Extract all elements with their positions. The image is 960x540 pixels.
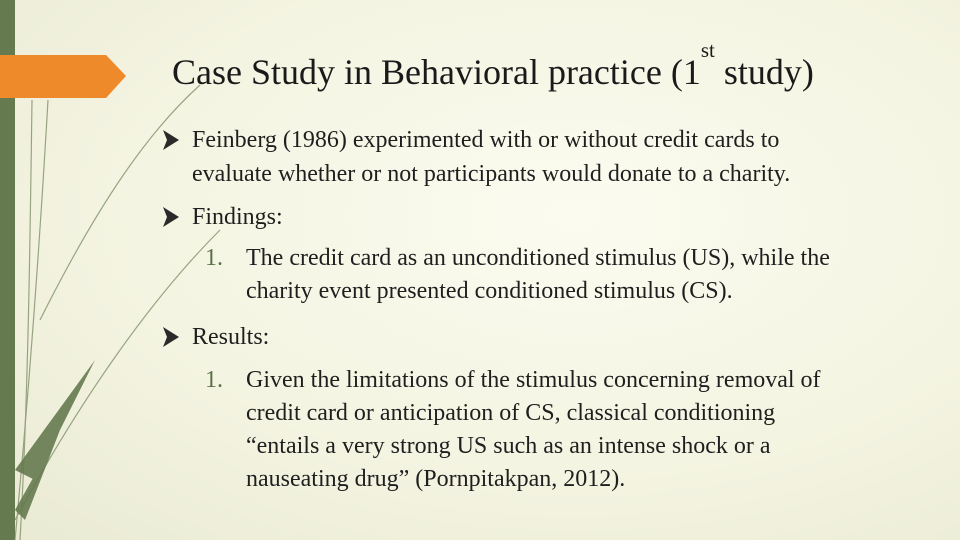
list-number: 1. [205, 245, 223, 271]
arrow-bullet-icon [162, 206, 180, 228]
item-line: “entails a very strong US such as an intense shock or a [246, 433, 771, 459]
bullet-line: Findings: [192, 204, 283, 230]
bullet-line: Feinberg (1986) experimented with or without credit cards to [192, 127, 780, 153]
bullet-findings [192, 200, 283, 234]
bullet-results [192, 320, 269, 354]
item-line: Given the limitations of the stimulus concerning removal of [246, 367, 821, 393]
bullet-line: evaluate whether or not participants would donate to a charity. [192, 161, 791, 187]
bullet-feinberg [192, 123, 932, 191]
title-end: study) [714, 52, 814, 92]
arrow-bullet-icon [162, 326, 180, 348]
slide-title [172, 38, 942, 100]
item-line: credit card or anticipation of CS, classical conditioning [246, 400, 776, 426]
arrow-bullet-icon [162, 129, 180, 151]
item-line: The credit card as an unconditioned stimulus (US), while the [246, 245, 830, 271]
title-main: Case Study in Behavioral practice (1 [172, 52, 701, 92]
item-line: nauseating drug” (Pornpitakpan, 2012). [246, 466, 626, 492]
title-superscript: st [700, 38, 715, 62]
bullet-line: Results: [192, 324, 270, 350]
list-number: 1. [205, 367, 223, 393]
item-line: charity event presented conditioned stimulus (CS). [246, 278, 733, 304]
